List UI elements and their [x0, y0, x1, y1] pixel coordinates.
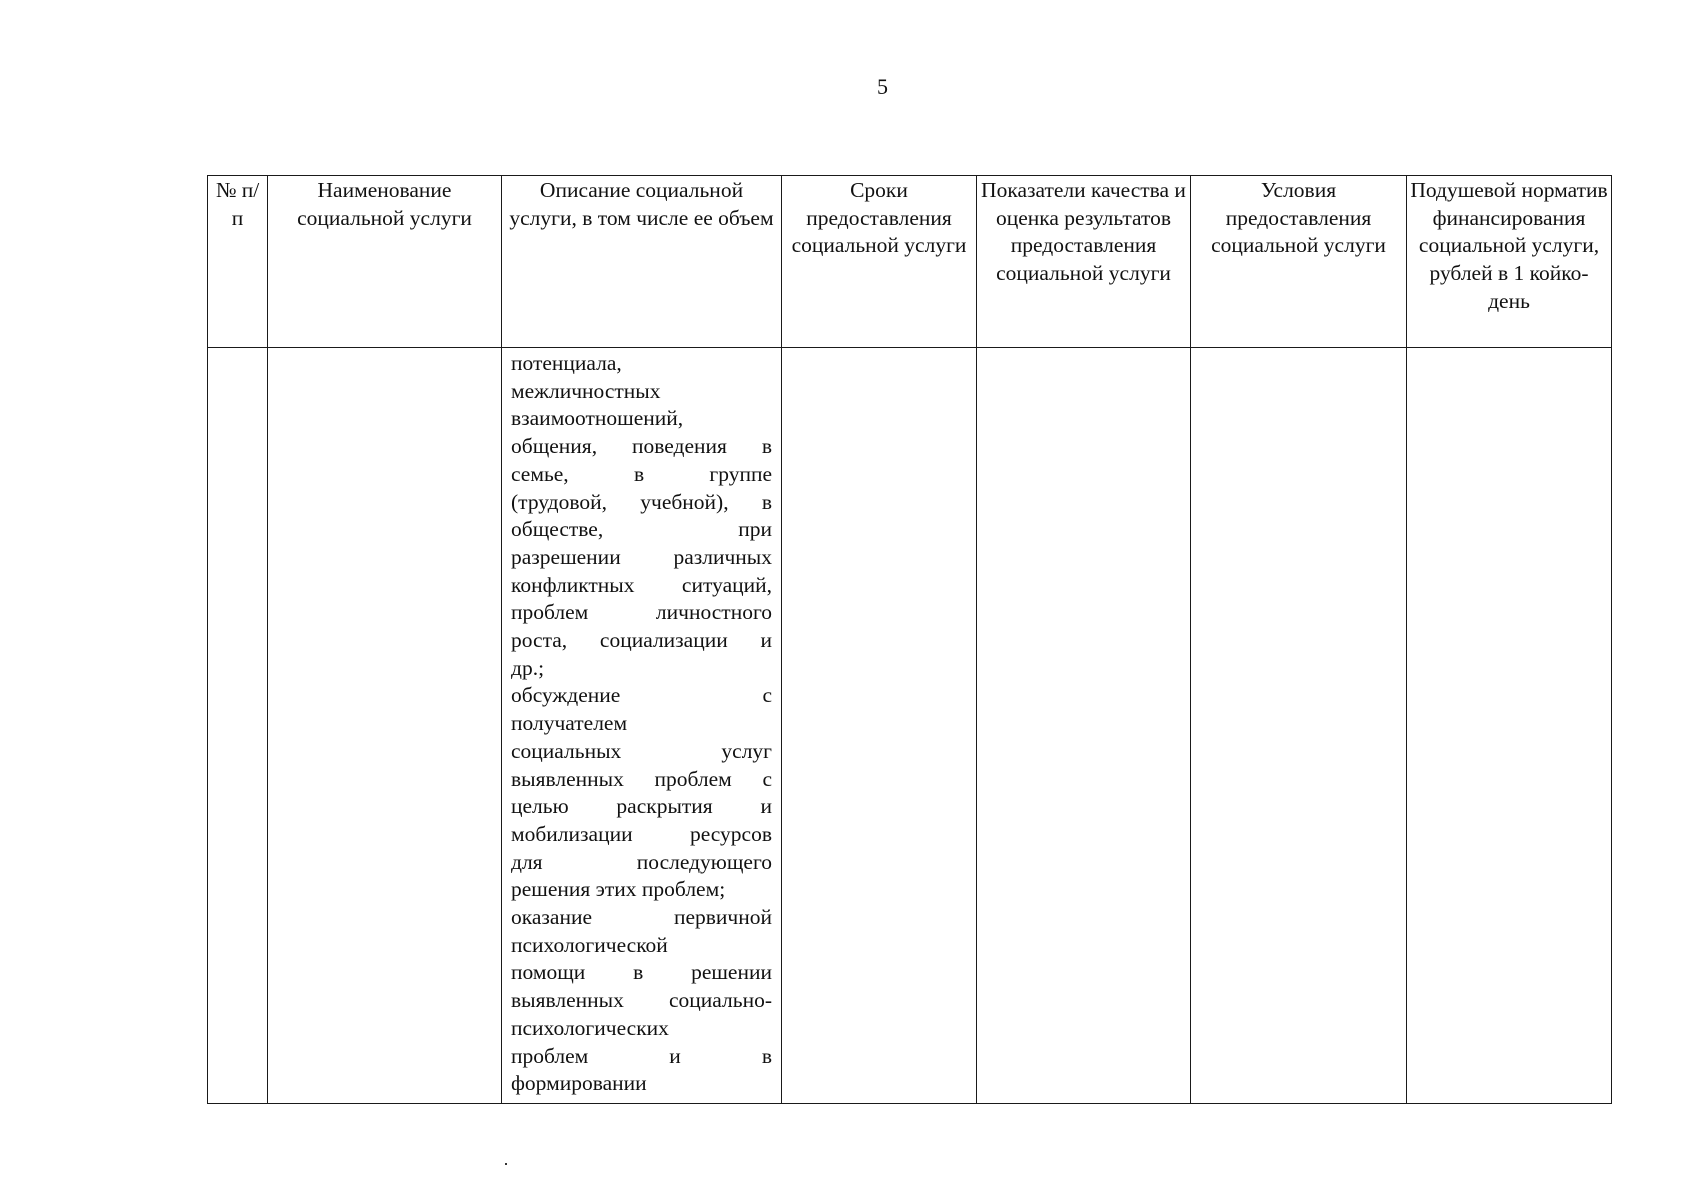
header-conditions: Условия предоставления социальной услуги: [1191, 176, 1407, 348]
description-line: (трудовой, учебной), в: [511, 489, 772, 514]
table-header-row: [208, 176, 1612, 348]
description-line: формировании: [511, 1071, 647, 1096]
description-line: выявленных социально-: [511, 988, 772, 1013]
description-line: роста, социализации и: [511, 628, 772, 653]
header-quality: Показатели качества и оценка результатов предоставления социальной услуги: [977, 176, 1191, 348]
header-service-name: Наименование социальной услуги: [268, 176, 502, 348]
services-table: [207, 175, 1612, 1104]
description-line: разрешении различных: [511, 544, 772, 569]
cell-description: [502, 348, 782, 1104]
description-line: общения, поведения в: [511, 434, 772, 459]
header-description: Описание социальной услуги, в том числе ее объем: [502, 176, 782, 348]
cell-quality: [977, 348, 1191, 1104]
description-line: психологических: [511, 1015, 669, 1040]
cell-norm: [1407, 348, 1612, 1104]
description-line: проблем личностного: [511, 600, 772, 625]
description-line: для последующего: [511, 849, 772, 874]
header-number: № п/п: [208, 176, 268, 348]
description-line: мобилизации ресурсов: [511, 821, 772, 846]
description-line: взаимоотношений,: [511, 406, 684, 431]
cell-conditions: [1191, 348, 1407, 1104]
scan-speck: [505, 1163, 507, 1165]
description-line: выявленных проблем с: [511, 766, 772, 791]
header-terms: Сроки предоставления социальной услуги: [782, 176, 977, 348]
description-line: семье, в группе: [511, 461, 772, 486]
cell-service-name: [268, 348, 502, 1104]
description-line: др.;: [511, 655, 545, 680]
description-line: проблем и в: [511, 1043, 772, 1068]
table-row: [208, 348, 1612, 1104]
description-line: обсуждение с: [511, 683, 772, 708]
cell-number: [208, 348, 268, 1104]
description-line: получателем: [511, 711, 628, 736]
description-line: решения этих проблем;: [511, 877, 726, 902]
description-line: конфликтных ситуаций,: [511, 572, 772, 597]
header-norm: Подушевой норматив финансирования социальной услуги, рублей в 1 койко-день: [1407, 176, 1612, 348]
description-line: межличностных: [511, 378, 661, 403]
description-line: оказание первичной: [511, 905, 772, 930]
description-line: потенциала,: [511, 351, 622, 375]
description-line: обществе, при: [511, 517, 772, 542]
description-line: социальных услуг: [511, 738, 772, 763]
description-line: психологической: [511, 932, 668, 957]
description-line: целью раскрытия и: [511, 794, 772, 819]
page-number: 5: [877, 74, 888, 99]
cell-terms: [782, 348, 977, 1104]
description-line: помощи в решении: [511, 960, 772, 985]
